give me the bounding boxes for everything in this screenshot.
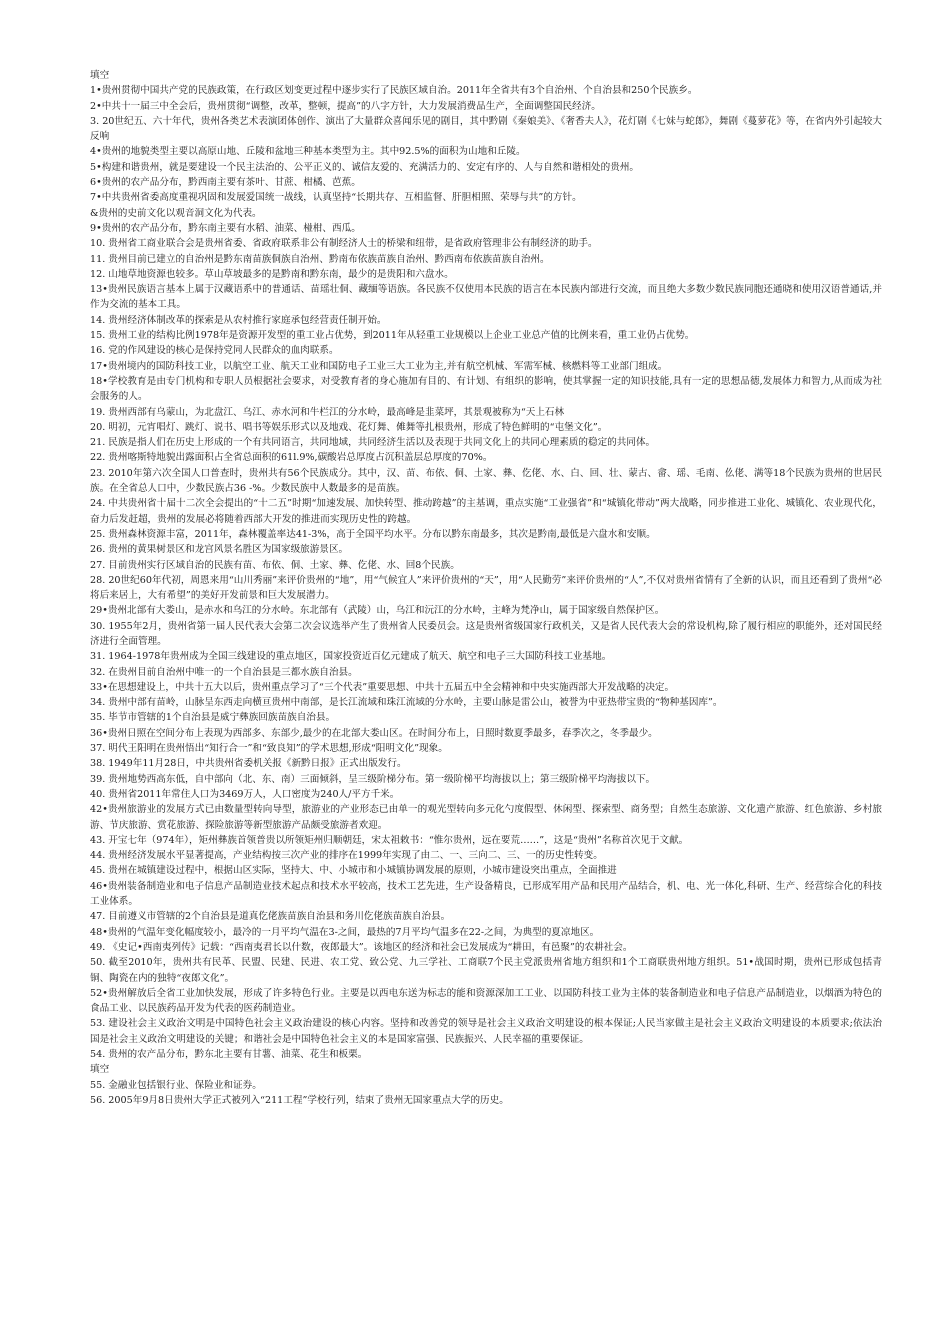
- list-item: 填空: [90, 1064, 110, 1076]
- list-item: 2•中共十一届三中全会后，贵州贯彻“调整，改革，整顿，提高”的八字方针，大力发展消费品生产，全面调整国民经济。: [90, 100, 601, 112]
- list-item: 16. 党的作风建设的核心是保持党同人民群众的血肉联系。: [90, 345, 339, 357]
- list-item: 54. 贵州的农产品分布，黔东北主要有甘薯、油菜、花生和板栗。: [90, 1049, 368, 1060]
- list-item: 26. 贵州的黄果树景区和龙宫风景名胜区为国家级旅游景区。: [90, 544, 349, 556]
- list-item: 31. 1964-1978年贵州成为全国三线建设的重点地区，国家投资近百亿元建成了航天、航空和电子三大国防科技工业基地。: [90, 651, 612, 663]
- list-item: 49. 《史记•西南夷列传》记载：“西南夷君长以什数，夜郎最大”。该地区的经济和社会已发展成为“耕田，有邑聚”的农耕社会。: [90, 941, 633, 953]
- list-item: 25. 贵州森林资源丰富，2011年，森林覆盖率达41-3%，高于全国平均水平。分布以黔东南最多，其次是黔南,最低是六盘水和安顺。: [90, 528, 656, 540]
- list-item: 12. 山地草地资源也较多。草山草坡最多的是黔南和黔东南，最少的是贵阳和六盘水。: [90, 268, 454, 280]
- list-item: 27. 目前贵州实行区域自治的民族有苗、布依、侗、土家、彝、仡佬、水、回8个民族。: [90, 559, 460, 571]
- list-item: 56. 2005年9月8日贵州大学正式被列入“211工程”学校行列，结束了贵州无国家重点大学的历史。: [90, 1094, 509, 1106]
- list-item: 39. 贵州地势西高东低，自中部向（北、东、南）三面倾斜，呈三级阶梯分布。第一级阶梯平均海拔以上；第三级阶梯平均海拔以下。: [90, 773, 656, 785]
- list-item: 23. 2010年第六次全国人口普查时，贵州共有56个民族成分。其中，汉、苗、布依、侗、土家、彝、仡佬、水、白、回、壮、蒙古、畲、瑶、毛南、仫佬、满等18个民族为贵州的世居民族。在全省总人口中，少数民族占36 -%。少数民族中人数最多的是苗族。: [90, 467, 882, 495]
- list-item: 47. 目前遵义市管辖的2个自治县是道真仡佬族苗族自治县和务川仡佬族苗族自治县。: [90, 911, 451, 923]
- list-item: 37. 明代王阳明在贵州悟出“知行合一”和“致良知”的学术思想,形成“阳明文化”现象。: [90, 743, 448, 755]
- list-item: 32. 在贵州目前自治州中唯一的一个自治县是三都水族自治县。: [90, 666, 358, 678]
- list-item: 50. 截至2010年，贵州共有民革、民盟、民建、民进、农工党、致公党、九三学社、工商联7个民主党派贵州省地方组织和1个工商联贵州地方组织。51•战国时期，贵州已形成包括青铜、陶瓷在内的独特“夜郎文化”。: [90, 957, 882, 984]
- list-item: 4•贵州的地貌类型主要以高原山地、丘陵和盆地三种基本类型为主。其中92.5%的面积为山地和丘陵。: [90, 146, 526, 158]
- list-item: 53. 建设社会主义政治文明是中国特色社会主义政治建设的核心内容。坚持和改善党的领导是社会主义政治文明建设的根本保证;人民当家做主是社会主义政治文明建设的本质要求;依法治国是社会主义政治文明建设的关键；和谐社会是中国特色社会主义的本是国家富强、民族振兴、人民幸福的重要保证。: [90, 1018, 882, 1045]
- list-item: 20. 明初，元宵唱灯、跳灯、说书、唱书等娱乐形式以及地戏、花灯舞、傩舞等扎根贵州，形成了特色鲜明的“屯堡文化”。: [90, 421, 608, 433]
- list-item: &贵州的史前文化以观音洞文化为代表。: [90, 207, 262, 219]
- list-item: 1•贵州贯彻中国共产党的民族政策，在行政区划变更过程中逐步实行了民族区域自治。2011年全省共有3个自治州、个自治县和250个民族乡。: [90, 85, 698, 97]
- list-item: 15. 贵州工业的结构比例1978年是资源开发型的重工业占优势，到2011年从轻重工业规模以上企业工业总产值的比例来看，重工业仍占优势。: [90, 330, 695, 342]
- list-item: 29•贵州北部有大娄山，是赤水和乌江的分水岭。东北部有（武陵）山，乌江和沅江的分水岭，主峰为梵净山，属于国家级自然保护区。: [90, 605, 665, 617]
- list-item: 13•贵州民族语言基本上属于汉藏语系中的普通话、苗瑶壮侗、藏缅等语族。各民族不仅使用本民族的语言在本民族内部进行交流，而且绝大多数少数民族同胞还通晓和使用汉语普通话,并作为交流的基本工具。: [90, 284, 882, 311]
- list-item: 28. 20世纪60年代初，周恩来用“山川秀丽”来评价贵州的“地”，用“气候宜人”来评价贵州的“天”，用“人民勤劳”来评价贵州的“人”,不仅对贵州省情有了全新的认识，而且还看到了贵州“必将后来居上，大有希望”的美好开发前景和巨大发展潜力。: [90, 574, 882, 602]
- list-item: 7•中共贵州省委高度重视巩固和发展爱国统一战线，认真坚持“长期共存、互相监督、肝胆相照、荣辱与共”的方针。: [90, 192, 582, 204]
- list-item: 43. 开宝七年（974年），矩州彝族首领普贵以所领矩州归顺朝廷，宋太祖敕书：“惟尔贵州，远在要荒……”，这是“贵州”名称首次见于文献。: [90, 834, 689, 846]
- section-heading: 55. 金融业包括银行业、保险业和证券。: [90, 1079, 262, 1091]
- list-item: 33•在思想建设上，中共十五大以后，贵州重点学习了“三个代表”重要思想、中共十五届五中全会精神和中央实施西部大开发战略的决定。: [90, 681, 675, 693]
- list-item: 10. 贵州省工商业联合会是贵州省委、省政府联系非公有制经济人士的桥梁和纽带，是省政府管理非公有制经济的助手。: [90, 238, 598, 250]
- list-item: 45. 贵州在城镇建设过程中，根据山区实际，坚持大、中、小城市和小城镇协调发展的原则，小城市建设突出重点，全面推进: [90, 865, 617, 877]
- list-item: 22. 贵州喀斯特地貌出露面积占全省总面积的61l.9%,碳酸岩总厚度占沉积盖层总厚度的70%。: [90, 452, 493, 464]
- list-item: 3. 20世纪五、六十年代，贵州各类艺术表演团体创作、演出了大量群众喜闻乐见的剧目，其中黔剧《秦娘美》、《奢香夫人》，花灯剧《七妹与蛇郎》，舞剧《蔓萝花》等，在省内外引起较大反响: [90, 115, 882, 143]
- list-item: 46•贵州装备制造业和电子信息产品制造业技术起点和技术水平较高，技术工艺先进，生产设备精良，已形成军用产品和民用产品结合，机、电、光一体化,科研、生产、经营综合化的科技工业体系。: [90, 880, 882, 908]
- list-item: 18•学校教育是由专门机构和专职人员根据社会要求，对受教育者的身心施加有目的、有计划、有组织的影响，使其掌握一定的知识技能,具有一定的思想品德,发展体力和智力,从而成为社会服务的人。: [90, 375, 882, 403]
- list-item: 40. 贵州省2011年常住人口为3469万人，人口密度为240人/平方千米。: [90, 788, 400, 800]
- list-item: 17•贵州境内的国防科技工业，以航空工业、航天工业和国防电子工业三大工业为主,并有航空机械、军需军械、核燃料等工业部门组成。: [90, 360, 668, 372]
- list-item: 34. 贵州中部有苗岭，山脉呈东西走向横亘贵州中南部，是长江流域和珠江流域的分水岭，主要山脉是雷公山，被誉为中亚热带宝贵的“物种基因库”。: [90, 697, 723, 709]
- list-item: 44. 贵州经济发展水平显著提高，产业结构按三次产业的排序在1999年实现了由二、一、三向二、三、一的历史性转变。: [90, 850, 603, 862]
- list-item: 42•贵州旅游业的发展方式已由数量型转向导型，旅游业的产业形态已由单一的观光型转向多元化勺度假型、休闲型、探索型、商务型；自然生态旅游、文化遗产旅游、红色旅游、乡村旅游、节庆旅游、赏花旅游、探险旅游等新型旅游产品颇受旅游者欢迎。: [90, 804, 882, 831]
- list-item: 5•构建和谐贵州，就是要建设一个民主法治的、公平正义的、诚信友爱的、充满活力的、安定有序的、人与自然和谐相处的贵州。: [90, 161, 640, 173]
- list-item: 38. 1949年11月28日，中共贵州省委机关报《新黔日报》正式出版发行。: [90, 758, 407, 770]
- list-item: 48•贵州的气温年变化幅度较小，最冷的一月平均气温在3-之间，最热的7月平均气温多在22-之间，为典型的夏凉地区。: [90, 926, 600, 938]
- list-item: 36•贵州日照在空间分布上表现为西部多、东部少,最少的在北部大娄山区。在时间分布上，日照时数夏季最多，春季次之，冬季最少。: [90, 727, 658, 739]
- list-item: 24. 中共贵州省十届十二次全会提出的“十二五”时期“加速发展、加快转型、推动跨越”的主基调，重点实施“工业强省”和“城镇化带动”两大战略，同步推进工业化、城镇化、农业现代化，奋力后发赶超，贵州的发展必将随着西部大开发的推进而实现历史性的跨越。: [90, 498, 882, 525]
- section-heading: 填空: [90, 70, 110, 81]
- list-item: 35. 毕节市管辖的1个自治县是威宁彝族回族苗族自治县。: [90, 712, 336, 724]
- list-item: 21. 民族是指人们在历史上形成的一个有共同语言，共同地域，共同经济生活以及表现于共同文化上的共同心理素质的稳定的共同体。: [90, 437, 656, 449]
- list-item: 30. 1955年2月，贵州省第一届人民代表大会第二次会议选举产生了贵州省人民委员会。这是贵州省级国家行政机关，又是省人民代表大会的常设机构,除了履行相应的职能外，还对国民经济进行全面管理。: [90, 620, 882, 647]
- list-item: 19. 贵州西部有乌蒙山，为北盘江、乌江、赤水河和牛栏江的分水岭，最高峰是韭菜坪，其景观被称为“天上石林: [90, 406, 565, 418]
- list-item: 11. 贵州目前已建立的自治州是黔东南苗族侗族自治州、黔南布依族苗族自治州、黔西南布依族苗族自治州。: [90, 253, 550, 265]
- list-item: 52•贵州解放后全省工业加快发展，形成了许多特色行业。主要是以西电东送为标志的能和资源深加工工业、以国防科技工业为主体的装备制造业和电子信息产品制造业，以烟酒为特色的食品工业、以民族药品开发为代表的医药制造业。: [90, 987, 882, 1015]
- list-item: 14. 贵州经济体制改革的探索是从农村推行家庭承包经营责任制开始。: [90, 314, 387, 326]
- list-item: 6•贵州的农产品分布，黔西南主要有茶叶、甘蔗、柑橘、芭蕉。: [90, 177, 361, 189]
- list-item: 9•贵州的农产品分布，黔东南主要有水稻、油菜、椪柑、西瓜。: [90, 222, 361, 234]
